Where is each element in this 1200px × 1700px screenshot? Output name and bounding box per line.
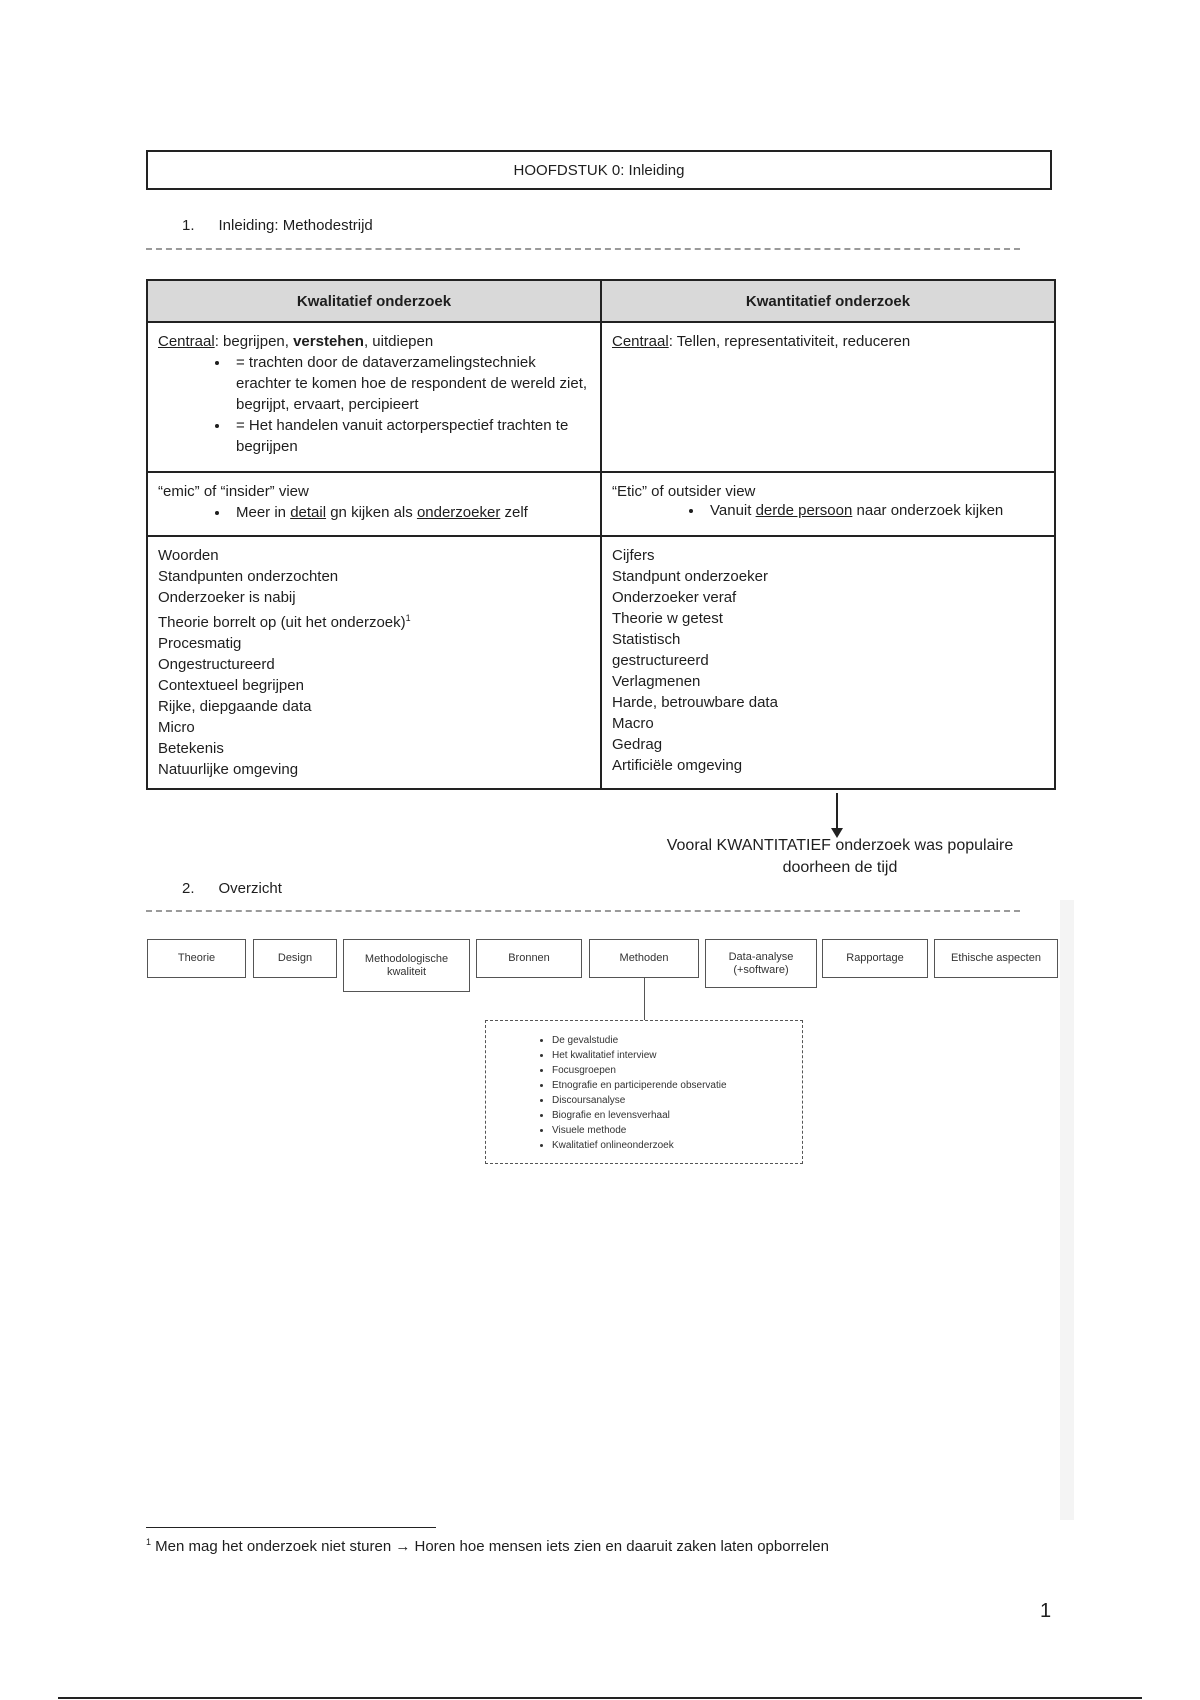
list-item: • Focusgroepen: [552, 1063, 802, 1078]
central-label: Centraal: [612, 333, 669, 350]
list-item: Procesmatig: [158, 635, 242, 652]
etic-bullets: [612, 502, 1044, 520]
etic-intro: “Etic” of outsider view: [612, 483, 756, 500]
list-item: Statistisch: [612, 631, 681, 648]
page-number: 1: [1040, 1600, 1052, 1622]
list-item: gestructureerd: [612, 652, 709, 669]
section-2-number: 2.: [182, 880, 195, 897]
annotation-line-1: Vooral KWANTITATIEF onderzoek was populaire: [666, 837, 1014, 854]
list-item: Natuurlijke omgeving: [158, 761, 299, 778]
quantitative-traits-cell: [601, 536, 1055, 789]
flow-box-methodologische-kwaliteit: Methodologische kwaliteit: [343, 939, 470, 992]
table-row: [147, 536, 1055, 789]
table-header-row: [147, 280, 1055, 322]
list-item: Theorie w getest: [612, 610, 723, 627]
list-item: • = Het handelen vanuit actorperspectief trachten te begrijpen: [230, 415, 590, 457]
section-1-heading: [182, 217, 373, 234]
list-item: Micro: [158, 719, 195, 736]
list-item: • Etnografie en participerende observatie: [552, 1078, 802, 1093]
list-item: • Het kwalitatief interview: [552, 1048, 802, 1063]
list-item: • Biografie en levensverhaal: [552, 1108, 802, 1123]
list-item: Woorden: [158, 547, 219, 564]
methods-list-box: [485, 1020, 803, 1164]
list-item: • Discoursanalyse: [552, 1093, 802, 1108]
page-bottom-rule: [58, 1697, 1142, 1699]
qualitative-traits-cell: [147, 536, 601, 789]
section-2-heading: [182, 880, 282, 897]
list-item: Betekenis: [158, 740, 224, 757]
list-item: Cijfers: [612, 547, 655, 564]
flow-box-data-analyse: Data-analyse (+software): [705, 939, 817, 988]
list-item: • Kwalitatief onlineonderzoek: [552, 1138, 802, 1153]
section-1-divider: [146, 248, 1020, 250]
list-item: • = trachten door de dataverzamelingstechniek erachter te komen hoe de respondent de wereld ziet, begrijpt, ervaart, percipieert: [230, 352, 590, 415]
list-item: Contextueel begrijpen: [158, 677, 304, 694]
table-row: [147, 472, 1055, 536]
arrow-line: [836, 793, 838, 833]
list-item: Rijke, diepgaande data: [158, 698, 312, 715]
list-item: • Meer in detail gn kijken als onderzoeker zelf: [230, 502, 590, 523]
footnote-divider: [146, 1527, 436, 1528]
list-item: Harde, betrouwbare data: [612, 694, 778, 711]
footnote: [146, 1537, 829, 1555]
emic-view-cell: [147, 472, 601, 536]
flow-box-methoden: Methoden: [589, 939, 699, 978]
central-text-end: , uitdiepen: [363, 333, 434, 350]
flow-box-rapportage: Rapportage: [822, 939, 928, 978]
section-2-divider: [146, 910, 1020, 912]
chapter-title: HOOFDSTUK 0: Inleiding: [513, 161, 685, 179]
list-item: Macro: [612, 715, 654, 732]
section-1-title: Inleiding: Methodestrijd: [218, 217, 373, 234]
footnote-text: Men mag het onderzoek niet sturen → Horen hoe mensen iets zien en daaruit zaken laten opborrelen: [151, 1538, 829, 1555]
qualitative-central-bullets: [158, 352, 590, 457]
flow-box-ethische-aspecten: Ethische aspecten: [934, 939, 1058, 978]
table-row: [147, 322, 1055, 472]
methods-connector: [644, 978, 645, 1020]
footnote-reference: 1: [405, 613, 411, 623]
scan-shade: [1060, 900, 1074, 1520]
chapter-title-box: [146, 150, 1052, 190]
list-item: • Vanuit derde persoon naar onderzoek kijken: [704, 502, 1044, 520]
flow-box-bronnen: Bronnen: [476, 939, 582, 978]
footnote-marker: 1: [146, 1537, 152, 1547]
list-item: Theorie borrelt op (uit het onderzoek)$^1$: [158, 613, 411, 631]
section-2-title: Overzicht: [218, 880, 282, 897]
emic-intro: “emic” of “insider” view: [158, 483, 309, 500]
list-item: Onderzoeker is nabij: [158, 589, 296, 606]
list-item: Artificiële omgeving: [612, 757, 743, 774]
section-1-number: 1.: [182, 217, 195, 234]
methods-list: [486, 1033, 802, 1153]
list-item: Onderzoeker veraf: [612, 589, 737, 606]
central-text: : Tellen, representativiteit, reduceren: [668, 333, 911, 350]
central-text: : begrijpen,: [214, 333, 294, 350]
list-item: Gedrag: [612, 736, 663, 753]
list-item: Ongestructureerd: [158, 656, 275, 673]
list-item: • Visuele methode: [552, 1123, 802, 1138]
comparison-table: [146, 279, 1056, 790]
header-quantitative: Kwantitatief onderzoek: [601, 280, 1055, 322]
etic-view-cell: [601, 472, 1055, 536]
list-item: Standpunt onderzoeker: [612, 568, 768, 585]
emic-bullets: [158, 502, 590, 523]
list-item: Standpunten onderzochten: [158, 568, 339, 585]
popularity-annotation: [640, 835, 1040, 879]
flow-box-design: Design: [253, 939, 337, 978]
quantitative-central-cell: [601, 322, 1055, 472]
flow-box-theorie: Theorie: [147, 939, 246, 978]
header-qualitative: Kwalitatief onderzoek: [147, 280, 601, 322]
list-item: • De gevalstudie: [552, 1033, 802, 1048]
annotation-line-2: doorheen de tijd: [782, 859, 898, 876]
qualitative-central-cell: [147, 322, 601, 472]
verstehen-term: verstehen: [293, 333, 364, 350]
central-label: Centraal: [158, 333, 215, 350]
list-item: Verlagmenen: [612, 673, 701, 690]
